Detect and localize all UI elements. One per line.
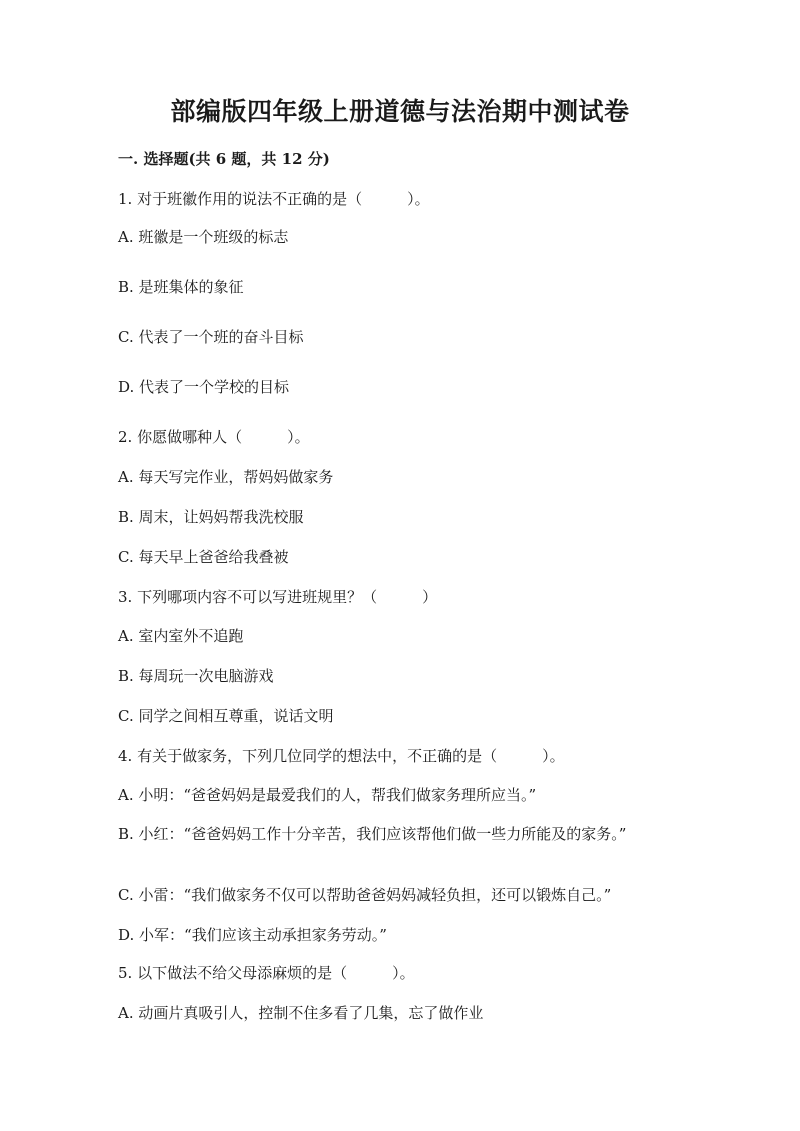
question-3-option-c: C. 同学之间相互尊重，说话文明 [118,707,334,725]
question-3-option-a: A. 室内室外不追跑 [118,627,244,645]
question-4-option-a: A. 小明：“爸爸妈妈是最爱我们的人，帮我们做家务理所应当。” [118,786,537,804]
question-4-option-d: D. 小军：“我们应该主动承担家务劳动。” [118,926,387,944]
question-4-option-b: B. 小红：“爸爸妈妈工作十分辛苦，我们应该帮他们做一些力所能及的家务。” [118,825,627,843]
page-title: 部编版四年级上册道德与法治期中测试卷 [170,97,630,126]
question-5-option-a: A. 动画片真吸引人，控制不住多看了几集，忘了做作业 [118,1004,484,1022]
section-heading: 一. 选择题(共 6 题，共 12 分) [118,150,330,168]
question-5-stem: 5. 以下做法不给父母添麻烦的是（ ）。 [118,964,415,982]
question-1-stem: 1. 对于班徽作用的说法不正确的是（ ）。 [118,190,430,208]
question-1-option-a: A. 班徽是一个班级的标志 [118,228,289,246]
question-3-option-b: B. 每周玩一次电脑游戏 [118,667,274,685]
question-2-stem: 2. 你愿做哪种人（ ）。 [118,428,310,446]
question-2-option-c: C. 每天早上爸爸给我叠被 [118,548,289,566]
question-1-option-c: C. 代表了一个班的奋斗目标 [118,328,304,346]
question-4-option-c: C. 小雷：“我们做家务不仅可以帮助爸爸妈妈减轻负担，还可以锻炼自己。” [118,886,612,904]
question-4-stem: 4. 有关于做家务，下列几位同学的想法中，不正确的是（ ）。 [118,747,565,765]
question-2-option-a: A. 每天写完作业，帮妈妈做家务 [118,468,334,486]
question-2-option-b: B. 周末，让妈妈帮我洗校服 [118,508,304,526]
question-1-option-d: D. 代表了一个学校的目标 [118,378,290,396]
question-1-option-b: B. 是班集体的象征 [118,278,244,296]
question-3-stem: 3. 下列哪项内容不可以写进班规里？（ ） [118,588,438,606]
